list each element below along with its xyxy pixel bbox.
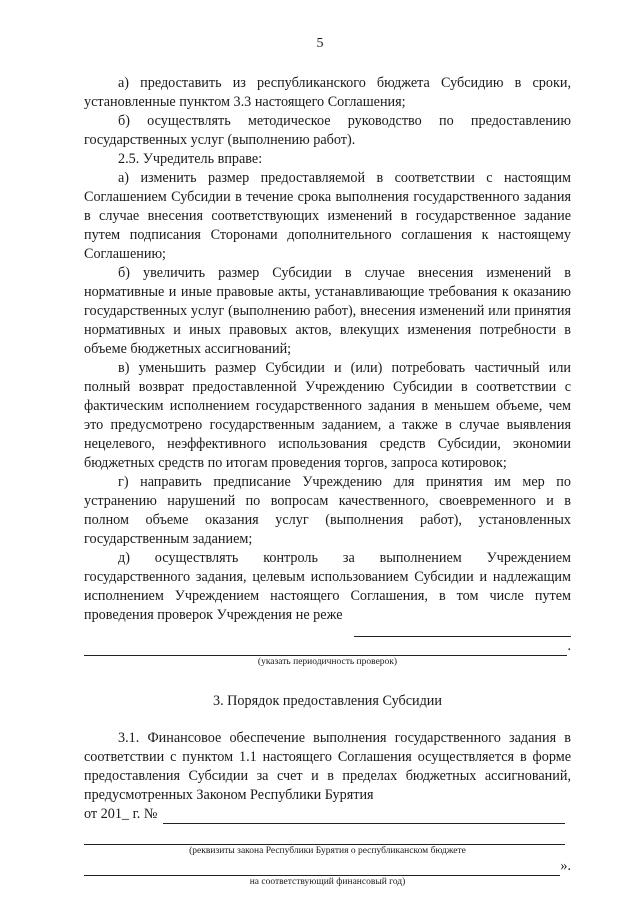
inspection-period-end: .	[567, 638, 571, 654]
inspection-period-fill-2	[84, 637, 571, 656]
paragraph-a-provide-subsidy: а) предоставить из республиканского бюджета Субсидию в сроки, установленные пунктом 3.3 настоящего Соглашения;	[84, 75, 571, 110]
paragraph-d-control: д) осуществлять контроль за выполнением Учреждением государственного задания, целевым использованием Субсидии и надлежащим исполнением Учреждением настоящего Соглашения, в том числе путем проведения проверок Учреждения не реже	[84, 550, 571, 623]
paragraph-v-reduce-subsidy: в) уменьшить размер Субсидии и (или) потребовать частичный или полный возврат предоставленной Учреждению Субсидии в соответствии с фактическим исполнением государственного задания в меньшем объеме, чем это предусмотрено государственным заданием, а также в случае выявления нецелевого, неэффективного использования средств Субсидии, экономии бюджетных средств по итогам проведения торгов, запроса котировок;	[84, 360, 571, 471]
page-number: 5	[316, 36, 324, 51]
paragraph-g-issue-order: г) направить предписание Учреждению для принятия им мер по устранению нарушений по вопросам качественного, своевременного и в полном объеме оказания услуг (выполнения работ), установленных государственным заданием;	[84, 474, 571, 547]
inspection-period-blank-2	[84, 641, 567, 656]
law-reference-caption-2: на соответствующий финансовый год)	[249, 877, 406, 887]
law-reference-fill	[84, 805, 571, 824]
law-date-number-prefix: от 201_ г. №	[84, 806, 158, 822]
law-reference-blank-3	[84, 861, 560, 876]
document-body	[84, 74, 571, 888]
paragraph-b-increase-subsidy: б) увеличить размер Субсидии в случае внесения изменений в нормативные и иные правовые акты, устанавливающие требования к оказанию государственных услуг (выполнению работ), внесения изменений или принятия нормативных и иных правовых актов, влекущих изменения потребности в объеме бюджетных ассигнований;	[84, 265, 571, 357]
paragraph-3-1-financing: 3.1. Финансовое обеспечение выполнения государственного задания в соответствии с пунктом 1.1 настоящего Соглашения осуществляется в форме предоставления Субсидии за счет и в пределах бюджетных ассигнований, предусмотренных Законом Республики Бурятия	[84, 730, 571, 803]
law-reference-fill-3	[84, 857, 571, 876]
law-reference-caption-1: (реквизиты закона Республики Бурятия о республиканском бюджете	[189, 846, 466, 856]
law-reference-fill-2	[84, 830, 571, 845]
law-reference-end: ».	[560, 858, 571, 874]
law-reference-blank	[163, 809, 565, 824]
law-reference-blank-2	[84, 830, 565, 845]
inspection-period-caption: (указать периодичность проверок)	[257, 657, 398, 667]
paragraph-b-methodical-guidance: б) осуществлять методическое руководство по предоставлению государственных услуг (выполнению работ).	[84, 113, 571, 148]
inspection-period-blank	[354, 622, 571, 637]
section-heading: 3. Порядок предоставления Субсидии	[212, 693, 442, 709]
paragraph-2-5-founder-rights: 2.5. Учредитель вправе:	[118, 151, 263, 167]
paragraph-a-change-subsidy: а) изменить размер предоставляемой в соответствии с настоящим Соглашением Субсидии в течение срока выполнения государственного задания в случае внесения соответствующих изменений в государственное задание путем подписания Сторонами дополнительного соглашения к настоящему Соглашению;	[84, 170, 571, 262]
